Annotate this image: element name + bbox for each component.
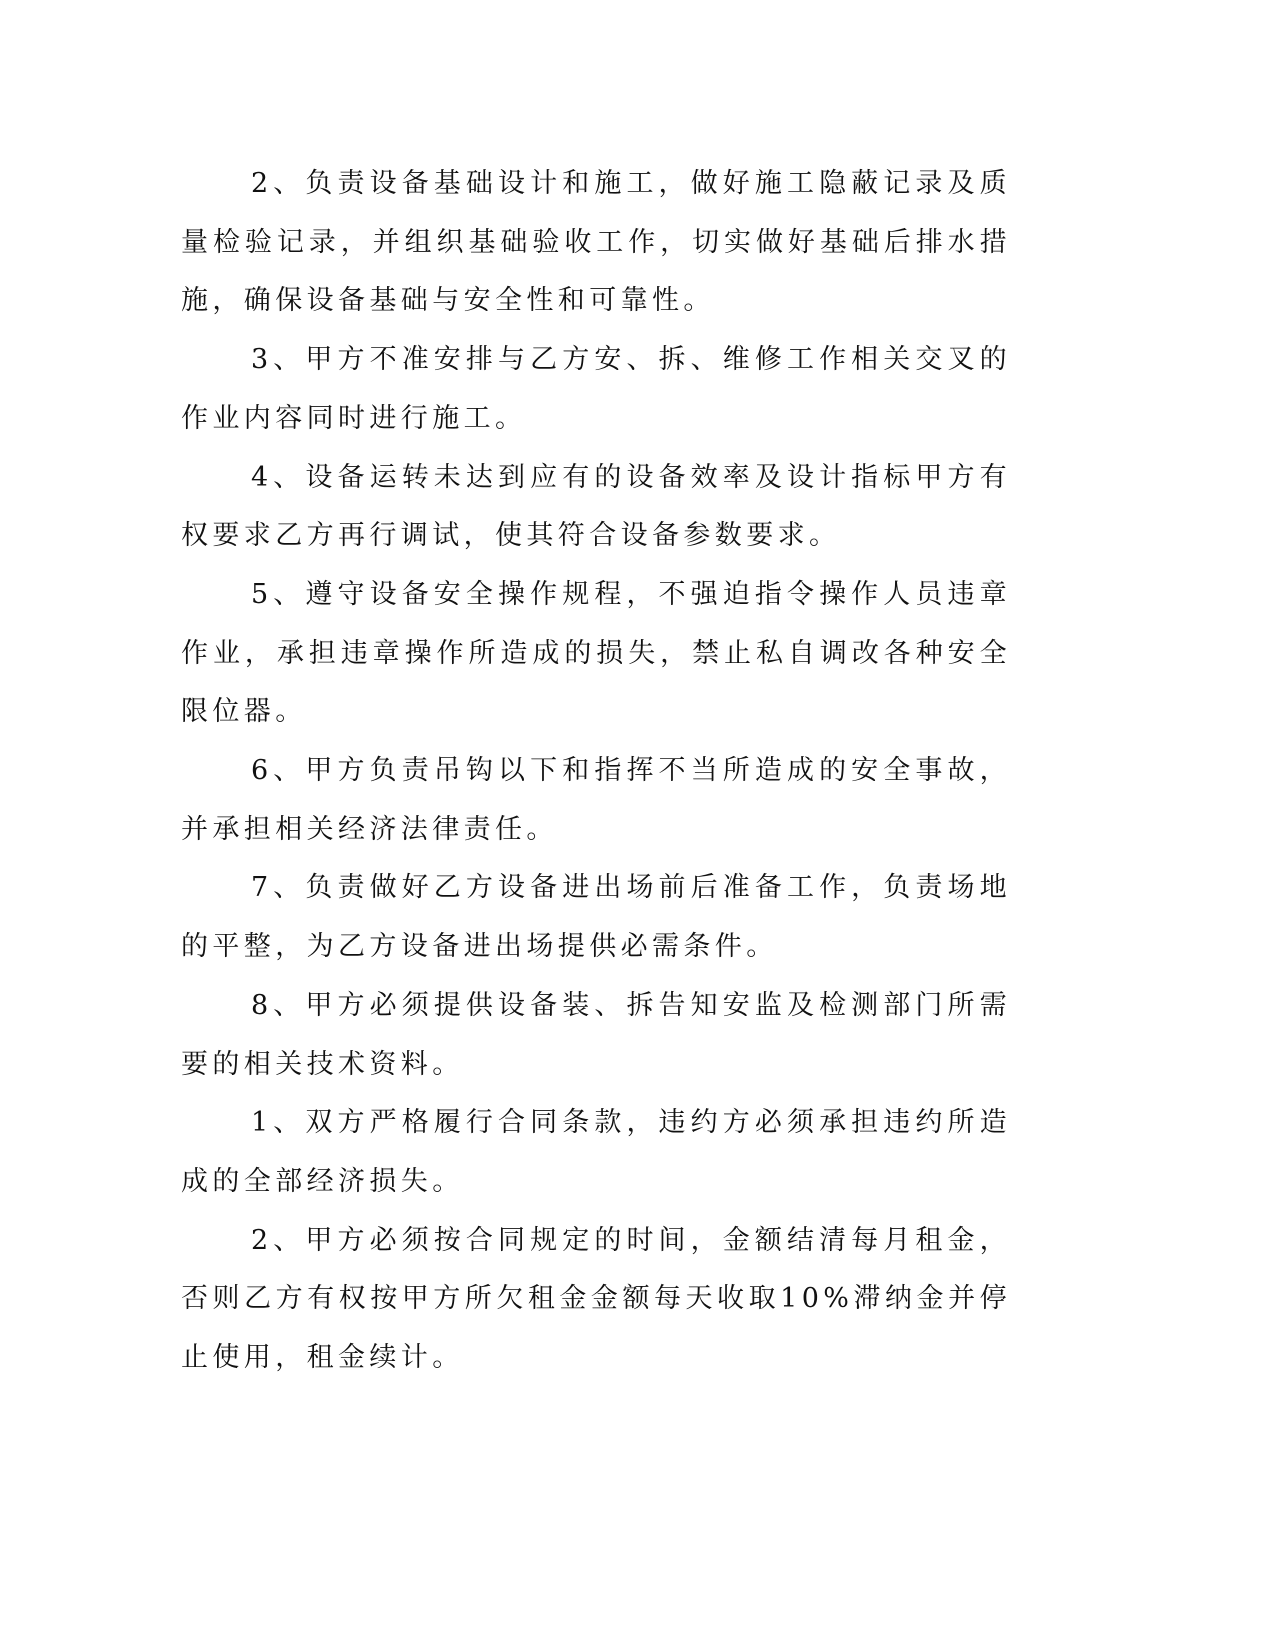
paragraph-clause-4-debugging: 4、设备运转未达到应有的设备效率及设计指标甲方有权要求乙方再行调试，使其符合设备参数要求。 xyxy=(181,461,1011,552)
document-body xyxy=(181,155,1011,1388)
paragraph-breach-clause-1: 1、双方严格履行合同条款，违约方必须承担违约所造成的全部经济损失。 xyxy=(181,1107,1011,1197)
paragraph-breach-clause-2-rent: 2、甲方必须按合同规定的时间，金额结清每月租金，否则乙方有权按甲方所欠租金金额每天收取10%滞纳金并停止使用，租金续计。 xyxy=(181,1224,1011,1374)
paragraph-clause-5-safety-rules: 5、遵守设备安全操作规程，不强迫指令操作人员违章作业，承担违章操作所造成的损失，禁止私自调改各种安全限位器。 xyxy=(181,578,1011,728)
paragraph-clause-3-cross-work: 3、甲方不准安排与乙方安、拆、维修工作相关交叉的作业内容同时进行施工。 xyxy=(181,344,1011,434)
paragraph-clause-6-hook-accidents: 6、甲方负责吊钩以下和指挥不当所造成的安全事故，并承担相关经济法律责任。 xyxy=(181,755,1011,845)
paragraph-clause-2-foundation: 2、负责设备基础设计和施工，做好施工隐蔽记录及质量检验记录，并组织基础验收工作，切实做好基础后排水措施，确保设备基础与安全性和可靠性。 xyxy=(181,168,1011,317)
paragraph-clause-8-technical-documents: 8、甲方必须提供设备装、拆告知安监及检测部门所需要的相关技术资料。 xyxy=(181,989,1011,1080)
paragraph-clause-7-site-preparation: 7、负责做好乙方设备进出场前后准备工作，负责场地的平整，为乙方设备进出场提供必需条件。 xyxy=(181,872,1011,963)
